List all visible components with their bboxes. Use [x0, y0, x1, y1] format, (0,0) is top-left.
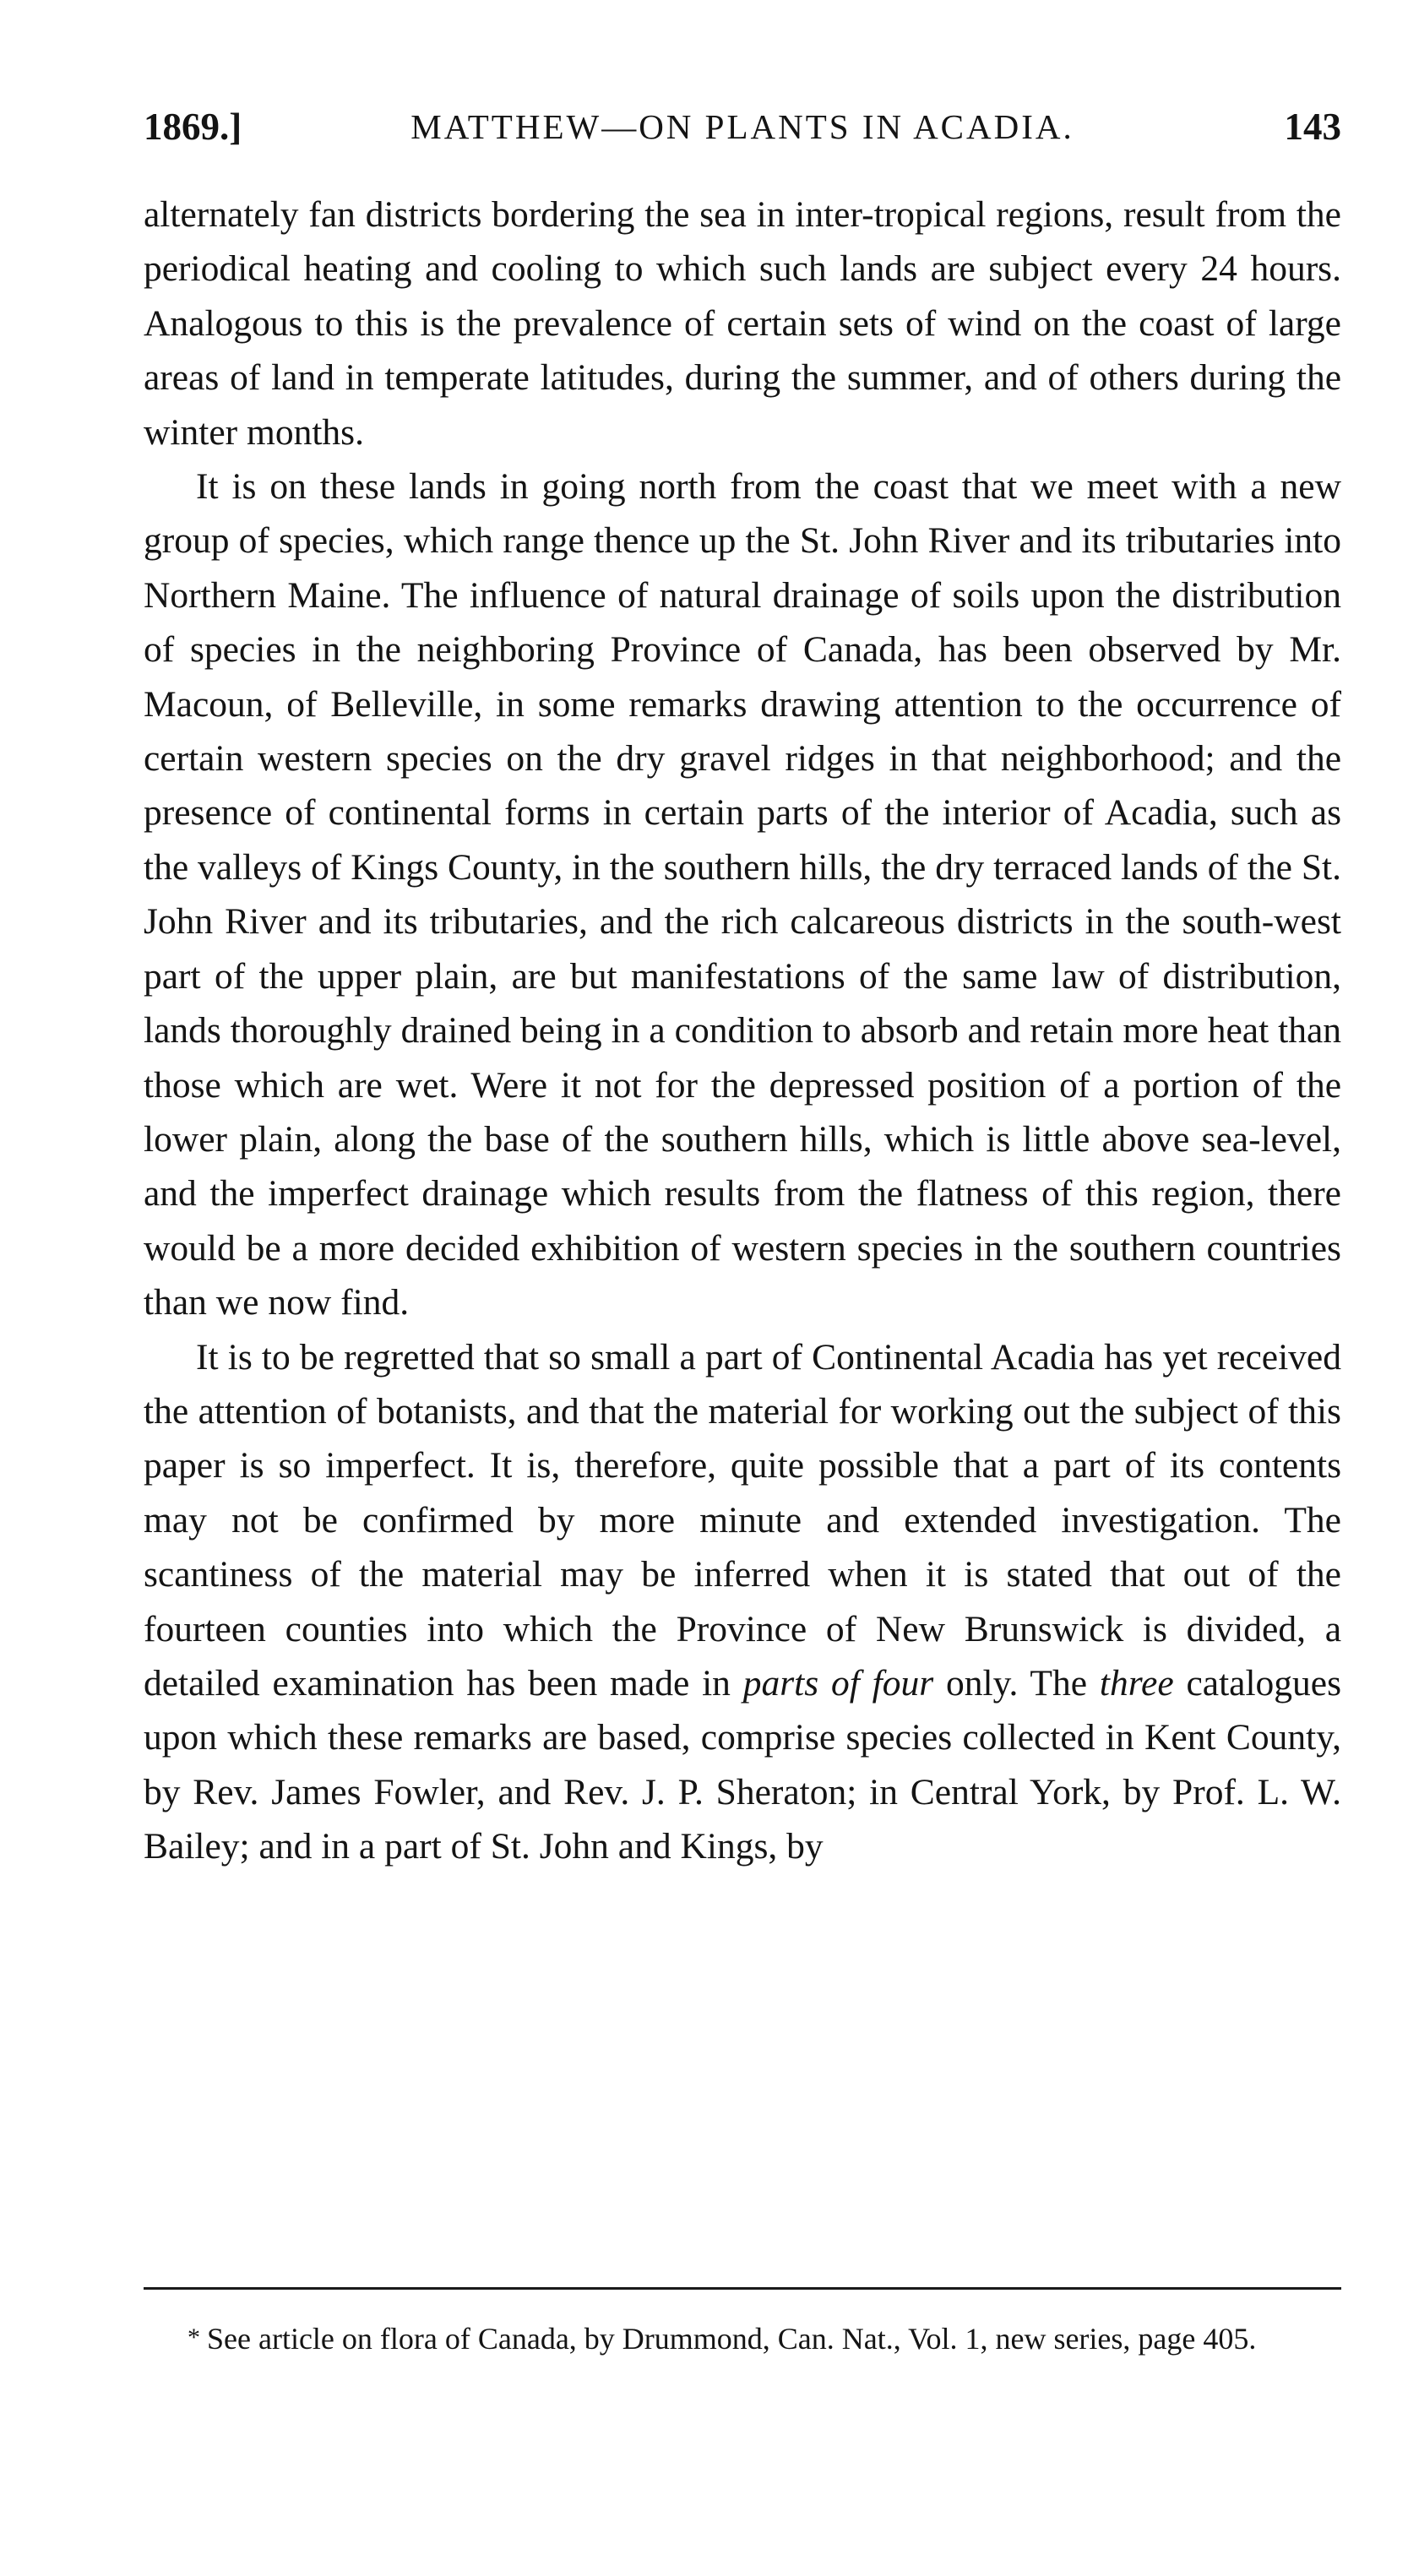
body-text	[144, 187, 1341, 1874]
running-head	[144, 100, 1341, 154]
paragraph-2: It is on these lands in going north from the coast that we meet with a new group of species, which range thence up the St. John River and its tributaries into Northern Maine. The influence of natural drainage of soils upon the distribution of species in the neighboring Province of Canada, has been observed by Mr. Macoun, of Belleville, in some remarks drawing attention to the occurrence of certain western species on the dry gravel ridges in that neighborhood; and the presence of continental forms in certain parts of the interior of Acadia, such as the valleys of Kings County, in the southern hills, the dry terraced lands of the St. John River and its tributaries, and the rich calcareous districts in the south-west part of the upper plain, are but manifestations of the same law of distribution, lands thoroughly drained being in a condition to absorb and retain more heat than those which are wet. Were it not for the depressed position of a portion of the lower plain, along the base of the southern hills, which is little above sea-level, and the imperfect drainage which results from the flatness of this region, there would be a more decided exhibition of western species in the southern countries than we now find.	[144, 466, 1341, 1323]
paragraph-3-text-b: only. The	[945, 1662, 1088, 1704]
footnote-text: See article on flora of Canada, by Drummond, Can. Nat., Vol. 1, new series, page 405.	[207, 2322, 1257, 2356]
running-head-title: MATTHEW—ON PLANTS IN ACADIA.	[410, 107, 1074, 146]
paragraph-3-text-c: catalogues upon which these remarks are based, comprise species collected in Kent County, by Rev. James Fowler, and Rev. J. P. Sheraton; in Central York, by Prof. L. W. Bailey; and in a part of St. John and Kings, by	[144, 1662, 1342, 1867]
footnote-marker: *	[188, 2323, 200, 2351]
running-head-year: 1869.]	[144, 106, 242, 148]
paragraph-3-italic-parts-of-four: parts of four	[742, 1662, 934, 1704]
paragraph-3	[144, 1330, 1341, 1874]
paragraph-3-italic-three: three	[1099, 1662, 1174, 1704]
page-number: 143	[1284, 106, 1341, 148]
footnote-divider	[144, 2287, 1341, 2290]
paragraph-1: alternately fan districts bordering the sea in inter-tropical regions, result from the periodical heating and cooling to which such lands are subject every 24 hours. Analogous to this is the prevalence of certain sets of wind on the coast of large areas of land in temperate latitudes, during the summer, and of others during the winter months.	[144, 194, 1341, 453]
paragraph-3-text-a: It is to be regretted that so small a part of Continental Acadia has yet received the attention of botanists, and that the material for working out the subject of this paper is so imperfect. It is, therefore, quite possible that a part of its contents may not be confirmed by more minute and extended investigation. The scantiness of the material may be inferred when it is stated that out of the fourteen counties into which the Province of New Brunswick is divided, a detailed examination has been made in	[144, 1336, 1341, 1704]
footnote	[144, 2316, 1341, 2361]
